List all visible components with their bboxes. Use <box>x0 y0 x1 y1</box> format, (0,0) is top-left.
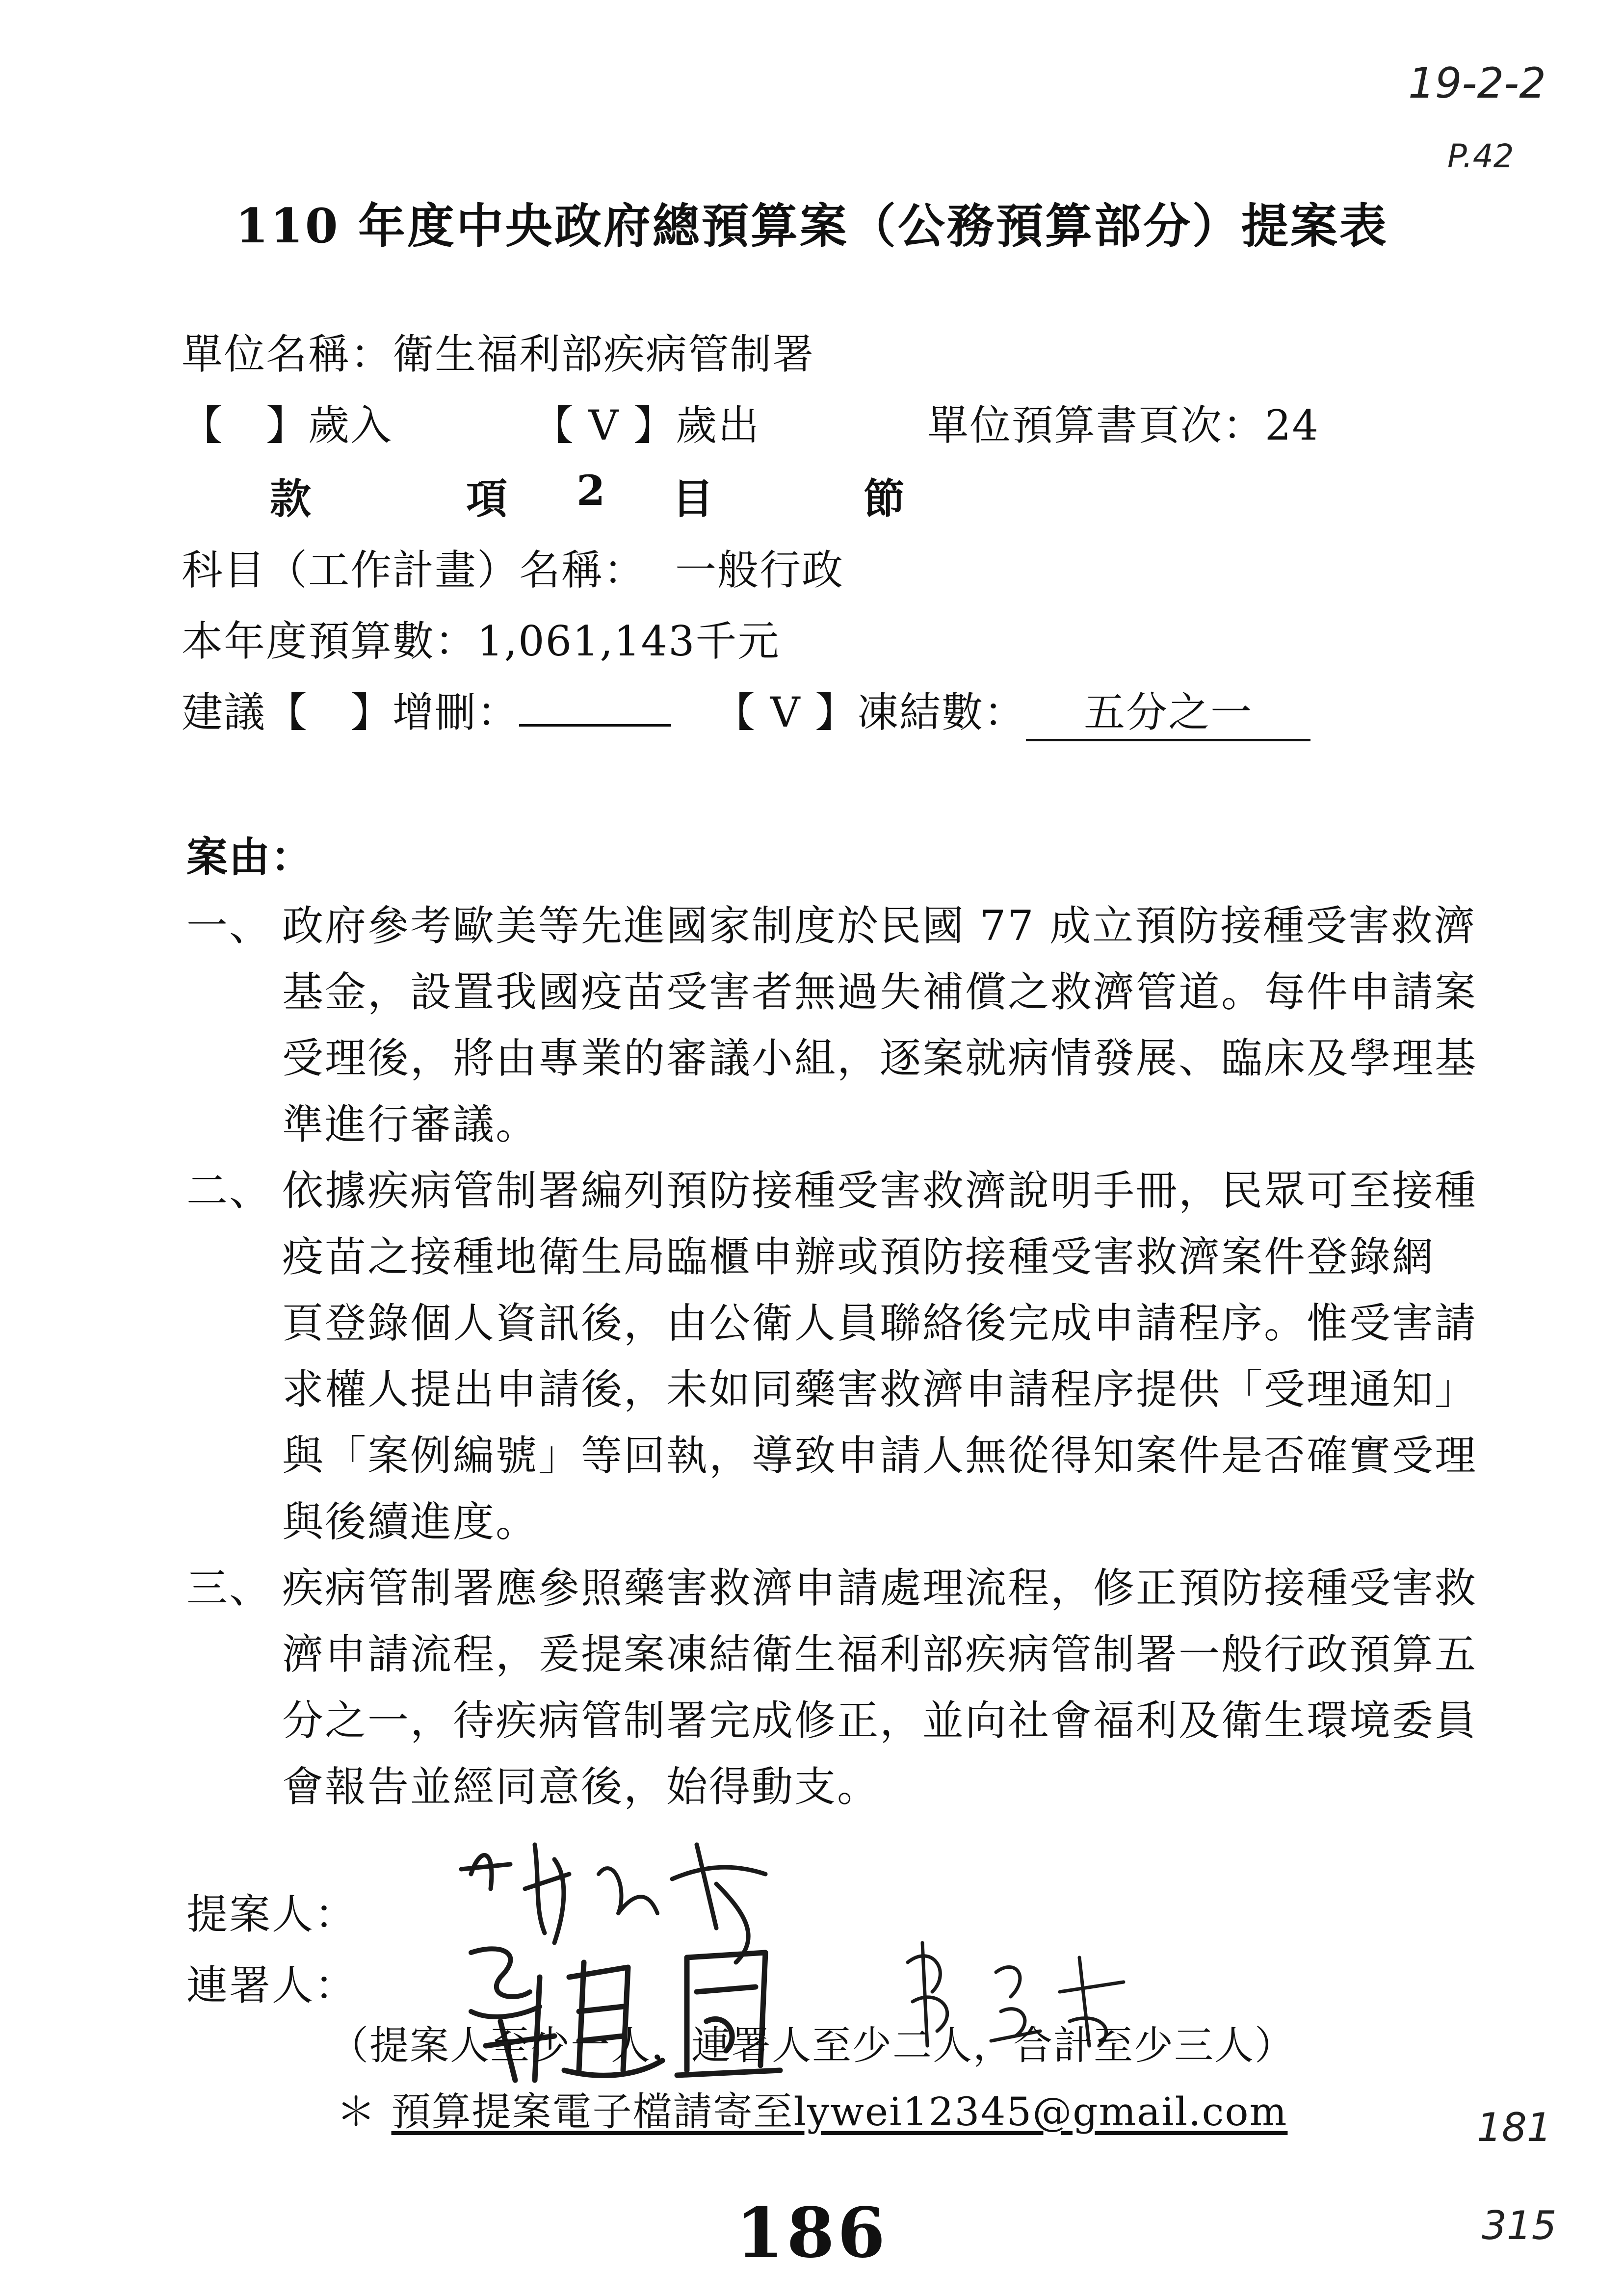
freeze-checkbox: 【 V 】 <box>714 688 858 736</box>
requirement-note: （提案人至少一人，連署人至少二人，合計至少三人） <box>329 2023 1295 2068</box>
reason-3-number: 三、 <box>186 1564 272 1612</box>
xiang-value: 2 <box>576 466 606 515</box>
reason-2-line-6: 與後續進度。 <box>282 1498 539 1546</box>
email-instruction: 預算提案電子檔請寄至lywei12345@gmail.com <box>391 2089 1288 2135</box>
reason-2-line-2: 疫苗之接種地衛生局臨櫃申辦或預防接種受害救濟案件登錄網 <box>282 1233 1435 1281</box>
freeze-value: 五分之一 <box>1026 679 1310 741</box>
cosigner-label: 連署人： <box>186 1961 358 2009</box>
freeze-label: 凍結數： <box>857 688 1026 736</box>
budget-page-group <box>927 392 1319 452</box>
reason-1-line-4: 準進行審議。 <box>282 1100 539 1148</box>
budget-amount-value: 1,061,143 <box>477 617 696 665</box>
email-note <box>0 2080 1624 2137</box>
reason-3-line-2: 濟申請流程，爰提案凍結衛生福利部疾病管制署一般行政預算五 <box>282 1630 1478 1678</box>
budget-amount-row <box>182 608 780 668</box>
handwritten-note-2: 315 <box>1482 2203 1557 2248</box>
budget-amount-unit: 千元 <box>695 617 780 665</box>
expenditure-group <box>532 392 760 452</box>
freeze-group <box>714 679 1310 741</box>
reason-2-number: 二、 <box>186 1167 272 1215</box>
page-number: 186 <box>735 2193 889 2273</box>
reason-2-line-1: 依據疾病管制署編列預防接種受害救濟說明手冊，民眾可至接種 <box>282 1167 1478 1215</box>
reason-2-line-4: 求權人提出申請後，未如同藥害救濟申請程序提供「受理通知」 <box>282 1365 1478 1413</box>
budget-page-label: 單位預算書頁次： <box>927 401 1265 449</box>
revenue-label: 歲入 <box>308 401 393 449</box>
jie-label: 節 <box>864 474 906 523</box>
handwritten-note-1: 181 <box>1477 2105 1552 2150</box>
reason-3-line-4: 會報告並經同意後，始得動支。 <box>282 1763 880 1811</box>
reason-3-line-3: 分之一，待疾病管制署完成修正，並向社會福利及衛生環境委員 <box>282 1696 1478 1745</box>
xiang-label: 項 <box>466 474 509 523</box>
unit-row <box>182 321 814 381</box>
unit-value: 衛生福利部疾病管制署 <box>393 330 815 378</box>
mu-label: 目 <box>672 474 715 523</box>
cut-label: 增刪： <box>393 688 520 736</box>
proposer-label: 提案人： <box>186 1890 358 1938</box>
kuan-label: 款 <box>270 474 313 523</box>
cut-value-blank <box>519 724 671 727</box>
reason-2-line-5: 與「案例編號」等回執，導致申請人無從得知案件是否確實受理 <box>282 1432 1478 1480</box>
revenue-checkbox: 【 】 <box>182 401 309 449</box>
reason-1-line-3: 受理後，將由專業的審議小組，逐案就病情發展、臨床及學理基 <box>282 1034 1478 1082</box>
reason-heading: 案由： <box>186 833 314 881</box>
expenditure-label: 歲出 <box>676 401 760 449</box>
reason-2-line-3: 頁登錄個人資訊後，由公衛人員聯絡後完成申請程序。惟受害請 <box>282 1299 1478 1347</box>
unit-label: 單位名稱： <box>182 330 393 378</box>
budget-page-value: 24 <box>1265 401 1319 449</box>
suggestion-row <box>182 679 671 739</box>
reason-1-line-1: 政府參考歐美等先進國家制度於民國 77 成立預防接種受害救濟 <box>282 902 1477 950</box>
subject-row <box>182 537 844 597</box>
subject-value: 一般行政 <box>675 546 844 594</box>
subject-label: 科目（工作計畫）名稱： <box>182 546 646 594</box>
budget-amount-label: 本年度預算數： <box>182 617 477 665</box>
reason-1-number: 一、 <box>186 902 272 950</box>
suggestion-label: 建議 <box>182 688 266 736</box>
page-title: 110 年度中央政府總預算案（公務預算部分）提案表 <box>236 198 1388 254</box>
type-row <box>182 392 393 452</box>
asterisk-icon: ＊ <box>336 2089 377 2135</box>
handwritten-ref-code: 19-2-2 <box>1408 59 1546 108</box>
cut-checkbox: 【 】 <box>266 688 393 736</box>
reason-3-line-1: 疾病管制署應參照藥害救濟申請處理流程，修正預防接種受害救 <box>282 1564 1478 1612</box>
expenditure-checkbox: 【 V 】 <box>532 401 676 449</box>
handwritten-page-ref: P.42 <box>1447 137 1514 175</box>
reason-1-line-2: 基金，設置我國疫苗受害者無過失補償之救濟管道。每件申請案 <box>282 968 1478 1016</box>
